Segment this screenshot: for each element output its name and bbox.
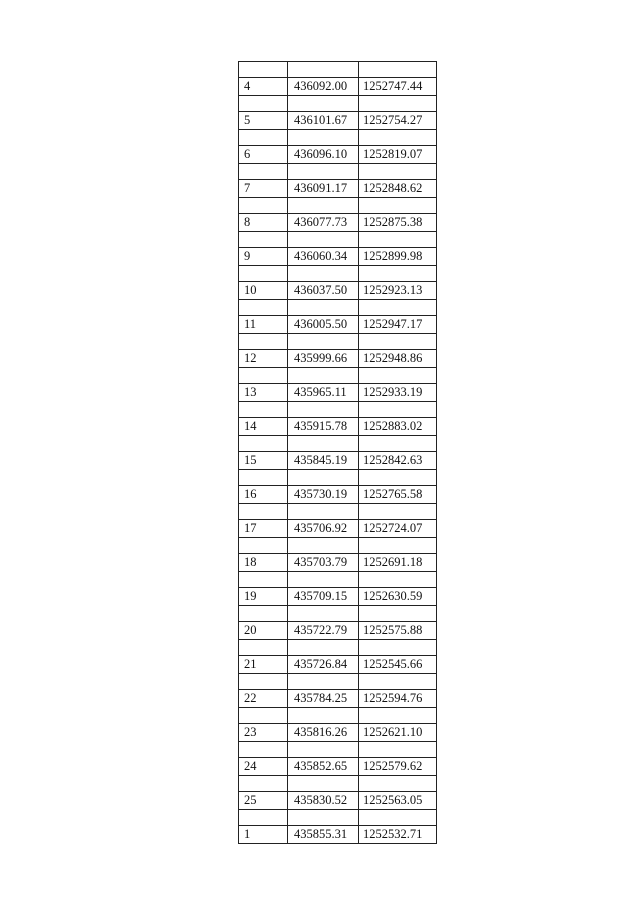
point-number-cell: 5 — [239, 112, 288, 130]
empty-cell — [288, 538, 359, 554]
table-row — [239, 758, 437, 776]
empty-cell — [239, 232, 288, 248]
point-number-cell: 19 — [239, 588, 288, 606]
point-number-cell: 18 — [239, 554, 288, 572]
table-spacer-row — [239, 504, 437, 520]
empty-cell — [239, 640, 288, 656]
y-coordinate-cell: 1252947.17 — [359, 316, 437, 334]
empty-cell — [239, 368, 288, 384]
table-spacer-row — [239, 810, 437, 826]
table-spacer-row — [239, 708, 437, 724]
empty-cell — [239, 776, 288, 792]
point-number-cell: 9 — [239, 248, 288, 266]
table-spacer-row — [239, 198, 437, 214]
empty-cell — [359, 266, 437, 282]
empty-cell — [359, 62, 437, 78]
table-row — [239, 112, 437, 130]
empty-cell — [288, 640, 359, 656]
y-coordinate-cell: 1252875.38 — [359, 214, 437, 232]
y-coordinate-cell: 1252842.63 — [359, 452, 437, 470]
point-number-cell: 24 — [239, 758, 288, 776]
empty-cell — [359, 776, 437, 792]
table-spacer-row — [239, 96, 437, 112]
table-row — [239, 180, 437, 198]
empty-cell — [239, 62, 288, 78]
x-coordinate-cell: 436091.17 — [288, 180, 359, 198]
empty-cell — [239, 606, 288, 622]
empty-cell — [288, 130, 359, 146]
point-number-cell: 23 — [239, 724, 288, 742]
table-row — [239, 554, 437, 572]
empty-cell — [288, 436, 359, 452]
y-coordinate-cell: 1252923.13 — [359, 282, 437, 300]
table-spacer-row — [239, 470, 437, 486]
empty-cell — [359, 402, 437, 418]
empty-cell — [359, 504, 437, 520]
x-coordinate-cell: 436096.10 — [288, 146, 359, 164]
table-spacer-row — [239, 572, 437, 588]
table-row — [239, 146, 437, 164]
y-coordinate-cell: 1252754.27 — [359, 112, 437, 130]
point-number-cell: 10 — [239, 282, 288, 300]
point-number-cell: 7 — [239, 180, 288, 198]
table-spacer-row — [239, 640, 437, 656]
empty-cell — [359, 368, 437, 384]
empty-cell — [359, 130, 437, 146]
y-coordinate-cell: 1252630.59 — [359, 588, 437, 606]
empty-cell — [359, 640, 437, 656]
point-number-cell: 4 — [239, 78, 288, 96]
y-coordinate-cell: 1252579.62 — [359, 758, 437, 776]
empty-cell — [359, 674, 437, 690]
x-coordinate-cell: 435709.15 — [288, 588, 359, 606]
x-coordinate-cell: 435706.92 — [288, 520, 359, 538]
empty-cell — [288, 266, 359, 282]
x-coordinate-cell: 435999.66 — [288, 350, 359, 368]
point-number-cell: 17 — [239, 520, 288, 538]
table-row — [239, 826, 437, 844]
x-coordinate-cell: 436077.73 — [288, 214, 359, 232]
x-coordinate-cell: 436092.00 — [288, 78, 359, 96]
y-coordinate-cell: 1252765.58 — [359, 486, 437, 504]
x-coordinate-cell: 435730.19 — [288, 486, 359, 504]
y-coordinate-cell: 1252621.10 — [359, 724, 437, 742]
table-spacer-row — [239, 368, 437, 384]
x-coordinate-cell: 435816.26 — [288, 724, 359, 742]
table-spacer-row — [239, 266, 437, 282]
empty-cell — [359, 572, 437, 588]
empty-cell — [359, 198, 437, 214]
point-number-cell: 25 — [239, 792, 288, 810]
table-row — [239, 418, 437, 436]
x-coordinate-cell: 435845.19 — [288, 452, 359, 470]
empty-cell — [288, 674, 359, 690]
empty-cell — [288, 368, 359, 384]
x-coordinate-cell: 436005.50 — [288, 316, 359, 334]
empty-cell — [359, 334, 437, 350]
table-spacer-row — [239, 436, 437, 452]
empty-cell — [288, 232, 359, 248]
empty-cell — [359, 436, 437, 452]
empty-cell — [359, 232, 437, 248]
empty-cell — [288, 96, 359, 112]
empty-cell — [288, 198, 359, 214]
y-coordinate-cell: 1252532.71 — [359, 826, 437, 844]
x-coordinate-cell: 435915.78 — [288, 418, 359, 436]
y-coordinate-cell: 1252691.18 — [359, 554, 437, 572]
point-number-cell: 20 — [239, 622, 288, 640]
y-coordinate-cell: 1252594.76 — [359, 690, 437, 708]
empty-cell — [239, 504, 288, 520]
empty-cell — [359, 708, 437, 724]
empty-cell — [239, 436, 288, 452]
coordinates-table-body — [239, 62, 437, 844]
x-coordinate-cell: 435726.84 — [288, 656, 359, 674]
table-spacer-row — [239, 300, 437, 316]
empty-cell — [288, 776, 359, 792]
empty-cell — [239, 198, 288, 214]
empty-cell — [359, 606, 437, 622]
empty-cell — [288, 300, 359, 316]
table-spacer-row — [239, 334, 437, 350]
table-spacer-row — [239, 538, 437, 554]
table-row — [239, 690, 437, 708]
table-spacer-row — [239, 232, 437, 248]
table-row — [239, 316, 437, 334]
y-coordinate-cell: 1252563.05 — [359, 792, 437, 810]
point-number-cell: 22 — [239, 690, 288, 708]
point-number-cell: 13 — [239, 384, 288, 402]
y-coordinate-cell: 1252933.19 — [359, 384, 437, 402]
y-coordinate-cell: 1252545.66 — [359, 656, 437, 674]
empty-cell — [288, 164, 359, 180]
table-row — [239, 520, 437, 538]
empty-cell — [359, 164, 437, 180]
point-number-cell: 11 — [239, 316, 288, 334]
table-row — [239, 622, 437, 640]
empty-cell — [239, 810, 288, 826]
coordinates-table — [238, 61, 437, 844]
empty-cell — [288, 606, 359, 622]
table-row — [239, 656, 437, 674]
empty-cell — [359, 810, 437, 826]
empty-cell — [239, 164, 288, 180]
empty-cell — [359, 470, 437, 486]
empty-cell — [239, 572, 288, 588]
empty-cell — [239, 470, 288, 486]
table-spacer-row — [239, 742, 437, 758]
empty-cell — [359, 96, 437, 112]
table-row — [239, 248, 437, 266]
empty-cell — [288, 334, 359, 350]
y-coordinate-cell: 1252948.86 — [359, 350, 437, 368]
point-number-cell: 6 — [239, 146, 288, 164]
empty-cell — [239, 334, 288, 350]
x-coordinate-cell: 435703.79 — [288, 554, 359, 572]
empty-cell — [359, 538, 437, 554]
empty-cell — [239, 130, 288, 146]
table-spacer-row — [239, 674, 437, 690]
point-number-cell: 8 — [239, 214, 288, 232]
empty-cell — [359, 300, 437, 316]
x-coordinate-cell: 435852.65 — [288, 758, 359, 776]
empty-cell — [239, 538, 288, 554]
x-coordinate-cell: 436060.34 — [288, 248, 359, 266]
table-row — [239, 452, 437, 470]
y-coordinate-cell: 1252575.88 — [359, 622, 437, 640]
table-spacer-row — [239, 164, 437, 180]
point-number-cell: 16 — [239, 486, 288, 504]
empty-cell — [239, 674, 288, 690]
empty-cell — [359, 742, 437, 758]
point-number-cell: 1 — [239, 826, 288, 844]
table-spacer-row — [239, 402, 437, 418]
x-coordinate-cell: 435784.25 — [288, 690, 359, 708]
table-row — [239, 282, 437, 300]
table-row — [239, 724, 437, 742]
point-number-cell: 14 — [239, 418, 288, 436]
table-row — [239, 78, 437, 96]
table-spacer-row — [239, 606, 437, 622]
empty-cell — [288, 504, 359, 520]
empty-cell — [288, 810, 359, 826]
point-number-cell: 15 — [239, 452, 288, 470]
empty-cell — [288, 470, 359, 486]
empty-cell — [288, 402, 359, 418]
table-row — [239, 214, 437, 232]
table-spacer-row — [239, 130, 437, 146]
table-row — [239, 486, 437, 504]
y-coordinate-cell: 1252819.07 — [359, 146, 437, 164]
table-row — [239, 792, 437, 810]
point-number-cell: 21 — [239, 656, 288, 674]
y-coordinate-cell: 1252724.07 — [359, 520, 437, 538]
empty-cell — [239, 708, 288, 724]
empty-cell — [239, 96, 288, 112]
empty-cell — [288, 708, 359, 724]
y-coordinate-cell: 1252848.62 — [359, 180, 437, 198]
x-coordinate-cell: 435830.52 — [288, 792, 359, 810]
empty-cell — [239, 742, 288, 758]
table-row — [239, 384, 437, 402]
empty-cell — [288, 62, 359, 78]
x-coordinate-cell: 436037.50 — [288, 282, 359, 300]
table-spacer-row — [239, 62, 437, 78]
empty-cell — [288, 572, 359, 588]
empty-cell — [239, 402, 288, 418]
y-coordinate-cell: 1252899.98 — [359, 248, 437, 266]
table-row — [239, 588, 437, 606]
x-coordinate-cell: 436101.67 — [288, 112, 359, 130]
table-spacer-row — [239, 776, 437, 792]
y-coordinate-cell: 1252747.44 — [359, 78, 437, 96]
x-coordinate-cell: 435965.11 — [288, 384, 359, 402]
y-coordinate-cell: 1252883.02 — [359, 418, 437, 436]
x-coordinate-cell: 435722.79 — [288, 622, 359, 640]
empty-cell — [239, 266, 288, 282]
x-coordinate-cell: 435855.31 — [288, 826, 359, 844]
point-number-cell: 12 — [239, 350, 288, 368]
empty-cell — [239, 300, 288, 316]
empty-cell — [288, 742, 359, 758]
table-row — [239, 350, 437, 368]
